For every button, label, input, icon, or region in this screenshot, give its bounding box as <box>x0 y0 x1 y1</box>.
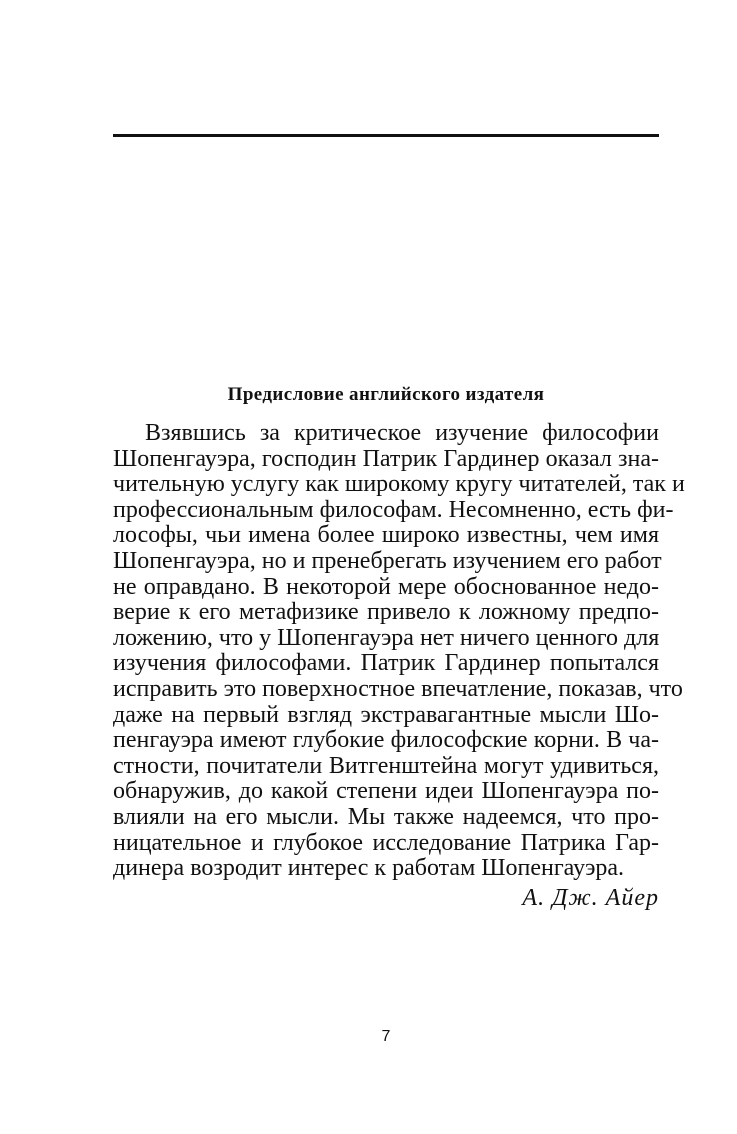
paragraph-line: обнаружив, до какой степени идеи Шопенгауэра по- <box>113 778 659 805</box>
paragraph-line: ложению, что у Шопенгауэра нет ничего ценного для <box>113 624 660 651</box>
paragraph-line: исправить это поверхностное впечатление, показав, что <box>113 675 683 702</box>
author-signature: А. Дж. Айер <box>522 885 659 911</box>
section-heading: Предисловие английского издателя <box>227 384 545 405</box>
paragraph-line: изучения философами. Патрик Гардинер попытался <box>113 650 659 677</box>
paragraph-line: влияли на его мысли. Мы также надеемся, что про- <box>113 803 659 830</box>
paragraph-line: профессиональным философам. Несомненно, есть фи- <box>113 496 674 523</box>
paragraph-line: не оправдано. В некоторой мере обоснованное недо- <box>113 573 659 600</box>
page-number: 7 <box>381 1028 391 1045</box>
top-rule <box>113 134 659 137</box>
paragraph-line: верие к его метафизике привело к ложному предпо- <box>113 599 659 626</box>
paragraph-line: стности, почитатели Витгенштейна могут удивиться, <box>113 752 659 779</box>
paragraph-line: даже на первый взгляд экстравагантные мысли Шо- <box>113 701 659 728</box>
paragraph-line: динера возродит интерес к работам Шопенгауэра. <box>113 855 625 882</box>
paragraph-line: лософы, чьи имена более широко известны, чем имя <box>113 522 659 549</box>
paragraph-line: Взявшись за критическое изучение философии <box>145 420 659 446</box>
paragraph-line: пенгауэра имеют глубокие философские корни. В ча- <box>113 727 659 754</box>
paragraph-line: Шопенгауэра, господин Патрик Гардинер оказал зна- <box>113 445 659 472</box>
paragraph-line: ницательное и глубокое исследование Патрика Гар- <box>113 829 659 856</box>
paragraph-line: Шопенгауэра, но и пренебрегать изучением его работ <box>113 547 662 574</box>
preface-paragraph <box>113 420 685 882</box>
paragraph-line: чительную услугу как широкому кругу читателей, так и <box>113 471 685 498</box>
